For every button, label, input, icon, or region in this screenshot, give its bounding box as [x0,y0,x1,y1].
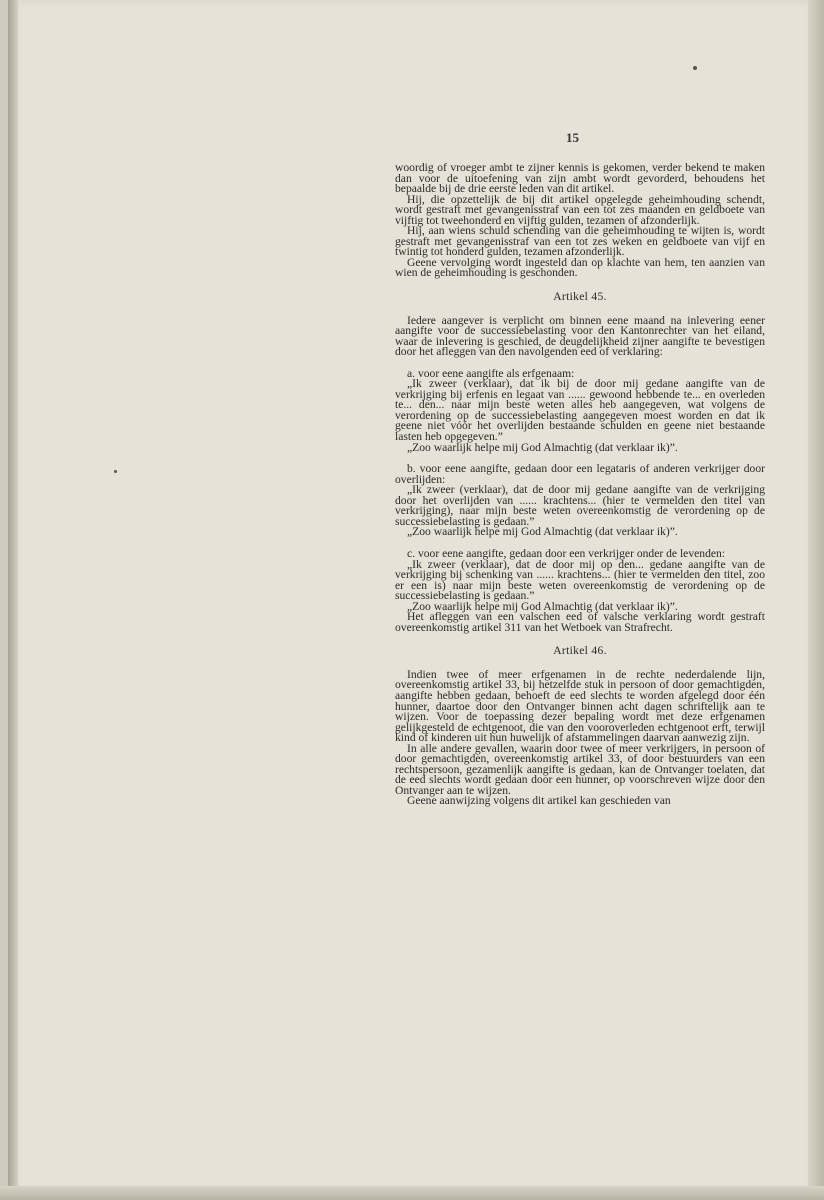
clause-c-label: c. voor eene aangifte, gedaan door een verkrijger onder de levenden: [407,546,726,560]
text-column [395,163,765,807]
clause-a-oath: „Ik zweer (verklaar), dat ik bij de door mij gedane aangifte van de verkrijging bij erfenis en legaat van ...... gewoond hebbende te... en overleden te... den... naar mijn beste weten alles heb aangegeven, wat volgens de verordening op de successiebelasting aangegeven moest worden en dat ik geene niet vóór het overlijden bestaande schulden en geene niet bestaande lasten heb opgegeven.” [395,377,765,444]
paragraph: Iedere aangever is verplicht om binnen eene maand na inlevering eener aangifte voor de successiebelasting voor den Kantonrechter van het eiland, waar de inlevering is geschied, de deugdelijkheid zijner aangifte te bevestigen door het afleggen van den navolgenden eed of verklaring: [395,313,765,359]
clause-a-label: a. voor eene aangifte als erfgenaam: [407,366,575,380]
speck-mark [114,470,117,473]
page-number: 15 [566,130,579,145]
paragraph: Geene vervolging wordt ingesteld dan op klachte van hem, ten aanzien van wien de geheimhouding is geschonden. [395,255,765,280]
page-gutter-shadow [8,0,18,1200]
paragraph: Hij, die opzettelijk de bij dit artikel opgelegde geheimhouding schendt, wordt gestraft met gevangenisstraf van een tot zes maanden en geldboete van vijftig tot tweehonderd en vijftig gulden, tezamen of afzonderlijk. [395,192,765,227]
paragraph: woordig of vroeger ambt te zijner kennis is gekomen, verder bekend te maken dan voor de uitoefening van zijn ambt wordt gevorderd, behoudens het bepaalde bij de drie eerste leden van dit artikel. [395,161,765,196]
clause-c-oath: „Ik zweer (verklaar), dat de door mij op den... gedane aangifte van de verkrijging bij schenking van ...... krachtens... (hier te vermelden den titel, zoo er een is) naar mijn beste weten overeenkomstig de verordening op de successiebelasting is gedaan.” [395,557,765,603]
clause-b-label: b. voor eene aangifte, gedaan door een legataris of anderen verkrijger door overlijden: [395,462,765,486]
clause-b-oath: „Ik zweer (verklaar), dat de door mij gedane aangifte van de verkrijging door het overlijden van ...... krachtens... (hier te vermelden den titel van verkrijging), naar mijn beste weten overeenkomstig de verordening op de successiebelasting is gedaan.” [395,483,765,528]
clause-a-close: „Zoo waarlijk helpe mij God Almachtig (dat verklaar ik)”. [407,440,678,454]
paragraph: In alle andere gevallen, waarin door twee of meer verkrijgers, in persoon of door gemachtigden, overeenkomstig artikel 33, of door bestuurders van een rechtspersoon, gezamenlijk aangifte is gedaan, kan de Ontvanger toelaten, dat de eed slechts wordt gedaan door een hunner, op voorschreven wijze door den Ontvanger aan te wijzen. [395,741,765,797]
paragraph: Hij, aan wiens schuld schending van die geheimhouding te wijten is, wordt gestraft met gevangenisstraf van een tot zes weken en geldboete van vijf en twintig tot honderd gulden, tezamen afzonderlijk. [395,224,765,259]
clause-c-close: „Zoo waarlijk helpe mij God Almachtig (dat verklaar ik)”. [407,599,678,613]
paragraph: Het afleggen van een valschen eed of valsche verklaring wordt gestraft overeenkomstig artikel 311 van het Wetboek van Strafrecht. [395,610,765,634]
article-45-heading: Artikel 45. [553,290,607,304]
paragraph: Indien twee of meer erfgenamen in de rechte nederdalende lijn, overeenkomstig artikel 33, bij hetzelfde stuk in persoon of door gemachtigden, aangifte hebben gedaan, behoeft de eed slechts te worden afgelegd door één hunner, daartoe door den Ontvanger binnen acht dagen schriftelijk aan te wijzen. Voor de toepassing dezer bepaling wordt met deze erfgenamen gelijkgesteld de echtgenoot, die van den vooroverleden echtgenoot erft, terwijl kind of kinderen uit hun huwelijk of afstammelingen daarvan aanwezig zijn. [395,667,765,745]
paragraph: Geene aanwijzing volgens dit artikel kan geschieden van [407,794,671,808]
speck-mark [693,66,697,70]
article-46-heading: Artikel 46. [553,644,607,658]
clause-b-close: „Zoo waarlijk helpe mij God Almachtig (dat verklaar ik)”. [407,525,678,539]
page-right-edge [808,0,824,1200]
page-bottom-edge [0,1186,824,1200]
